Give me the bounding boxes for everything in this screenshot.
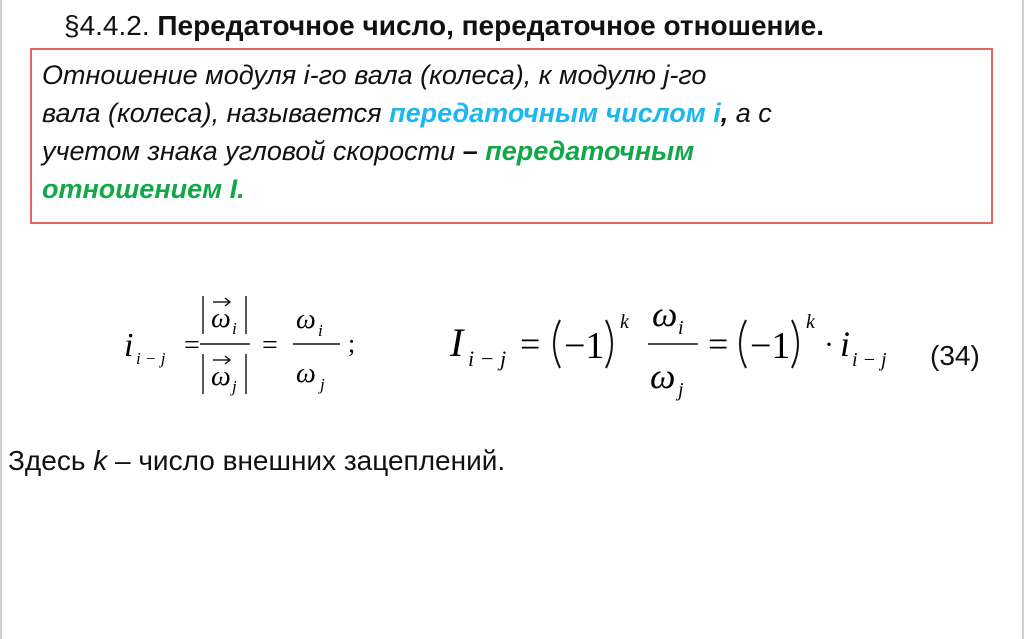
omega-i: ω <box>652 294 678 334</box>
term-transmission-ratio-end: отношением I. <box>42 174 245 204</box>
definition-text: учетом знака угловой скорости <box>42 136 463 166</box>
equals-sign: = <box>262 330 278 361</box>
term-gear-ratio: передаточным числом i <box>389 98 721 128</box>
section-heading: Передаточное число, передаточное отношение. <box>157 10 825 41</box>
section-title <box>64 8 824 44</box>
right-paren <box>606 320 612 368</box>
note-k: k <box>93 445 108 476</box>
definition-text: вала (колеса), называется <box>42 98 390 128</box>
note-prefix: Здесь <box>8 445 94 476</box>
definition-line-3 <box>42 132 981 170</box>
equals-sign: = <box>184 330 200 361</box>
subscript-j: j <box>678 379 684 401</box>
omega-j: ω <box>296 358 316 389</box>
minus-one: −1 <box>564 325 605 367</box>
subscript-i: i <box>232 319 237 338</box>
definition-box <box>30 48 993 224</box>
subscript-j: j <box>232 377 237 396</box>
symbol-i: i <box>124 327 134 364</box>
symbol-I: I <box>450 320 464 365</box>
gear-ratio-formula <box>124 296 355 396</box>
left-paren <box>740 320 746 368</box>
term-transmission-ratio: передаточным <box>477 136 695 166</box>
equation-number: (34) <box>930 340 980 371</box>
omega-i: ω <box>296 304 316 335</box>
note-text <box>8 443 505 479</box>
definition-line-1: Отношение модуля i-го вала (колеса), к модулю j-го <box>42 60 707 90</box>
definition-dash: – <box>462 136 478 166</box>
equals-sign: = <box>520 324 541 364</box>
semicolon: ; <box>348 329 356 358</box>
formula-34 <box>100 282 900 412</box>
equals-sign: = <box>708 324 729 364</box>
transmission-ratio-formula <box>449 294 887 401</box>
definition-line-2 <box>42 94 981 132</box>
subscript-i: i <box>678 317 684 339</box>
exponent-k: k <box>620 311 629 333</box>
omega-j: ω <box>650 356 676 396</box>
minus-one: −1 <box>750 325 791 367</box>
definition-comma: , <box>720 98 729 128</box>
multiplication-dot: · <box>824 328 834 361</box>
subscript-i-j: i − j <box>468 346 507 371</box>
exponent-k: k <box>806 311 815 333</box>
definition-line-4 <box>42 170 981 208</box>
subscript-i-j: i − j <box>852 349 887 371</box>
subscript-i-j: i − j <box>136 349 166 368</box>
omega-j-vector: ω <box>211 361 231 392</box>
note-suffix: – число внешних зацеплений. <box>107 445 506 476</box>
right-paren <box>792 320 798 368</box>
subscript-j: j <box>320 375 325 394</box>
slide-left-border <box>0 0 2 639</box>
omega-i-vector: ω <box>211 303 231 334</box>
left-paren <box>554 320 560 368</box>
symbol-i: i <box>840 324 851 364</box>
definition-text: а с <box>728 98 772 128</box>
subscript-i: i <box>318 321 323 340</box>
section-number: §4.4.2. <box>64 10 150 41</box>
